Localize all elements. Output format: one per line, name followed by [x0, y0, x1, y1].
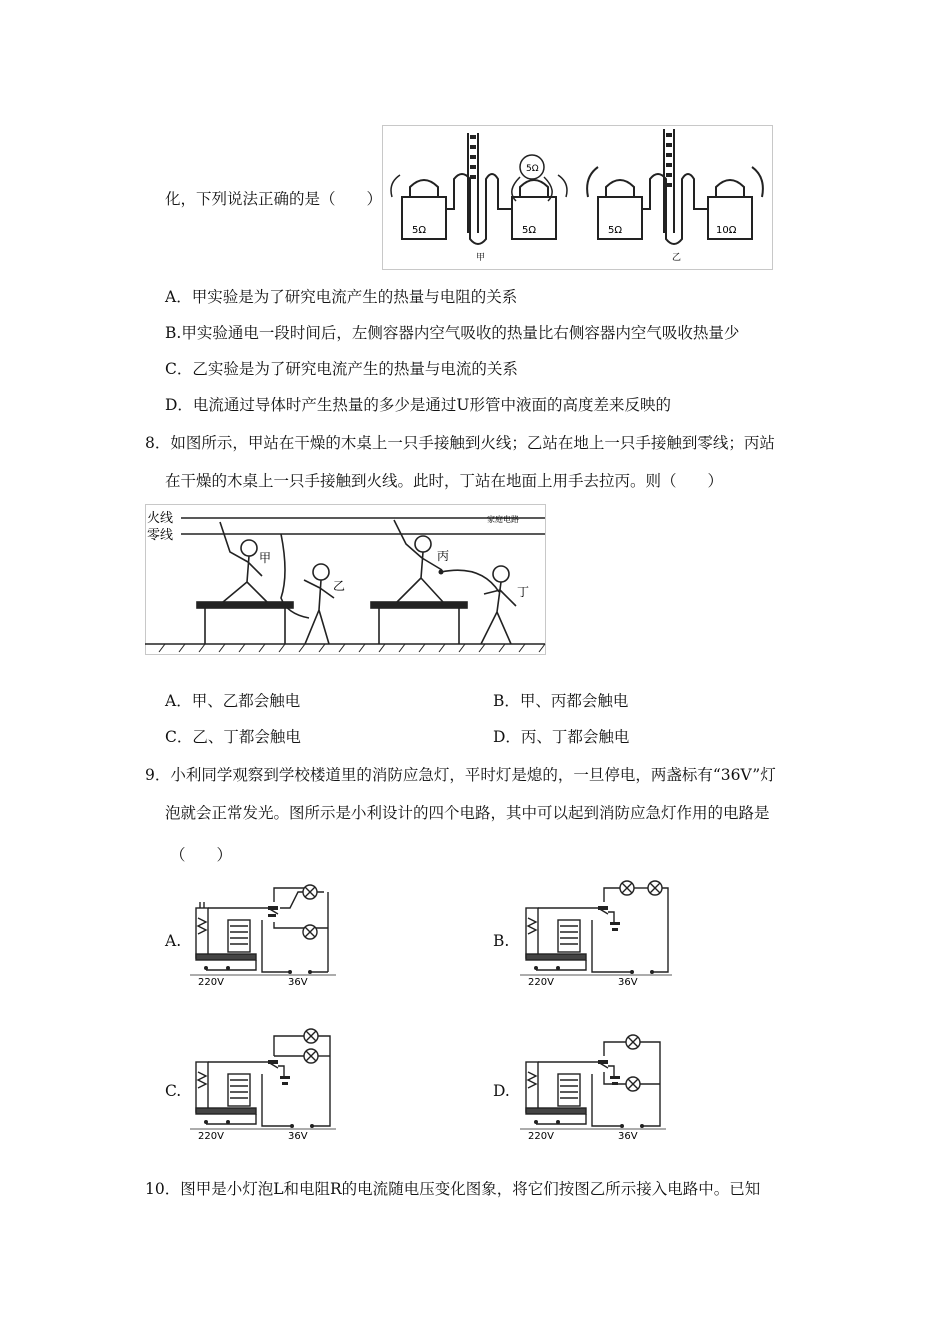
q9-circuit-a [190, 878, 336, 986]
q9-circuit-d [520, 1024, 666, 1140]
q8-live-wire-label: 火线 [147, 511, 174, 526]
q7-option-b: B.甲实验通电一段时间后，左侧容器内空气吸收的热量比右侧容器内空气吸收热量少 [165, 324, 740, 342]
q8-option-c: C．乙、丁都会触电 [165, 728, 301, 746]
q9-circuit-c-220v: 220V [198, 1131, 224, 1140]
q7-figure [382, 125, 774, 271]
q7-right-box-label: 5Ω [522, 225, 537, 236]
q9-circuit-b [520, 878, 672, 986]
q8-person-ding-label: 丁 [517, 585, 530, 599]
q10-stem-line1: 10．图甲是小灯泡L和电阻R的电流随电压变化图象，将它们按图乙所示接入电路中。已知 [145, 1180, 761, 1198]
q9-circuit-c-label: C. [165, 1082, 182, 1100]
q9-circuit-a-label: A. [165, 932, 182, 950]
q9-circuit-b-220v: 220V [528, 977, 554, 986]
q7-label-jia: 甲 [476, 253, 486, 263]
q8-stem-line1: 8．如图所示，甲站在干燥的木桌上一只手接触到火线；乙站在地上一只手接触到零线；丙站 [145, 434, 775, 452]
q9-stem-line3: （ ） [170, 846, 233, 864]
q8-option-d: D．丙、丁都会触电 [493, 728, 630, 746]
q8-neutral-wire-label: 零线 [147, 528, 174, 543]
q9-circuit-d-36v: 36V [618, 1131, 638, 1140]
q9-circuit-a-220v: 220V [198, 977, 224, 986]
q8-person-bing-label: 丙 [437, 549, 450, 563]
q9-circuit-b-label: B. [493, 932, 510, 950]
q9-circuit-d-220v: 220V [528, 1131, 554, 1140]
q8-option-b: B．甲、丙都会触电 [493, 692, 629, 710]
q7-left-box2-label: 5Ω [608, 225, 623, 236]
q7-option-d: D．电流通过导体时产生热量的多少是通过U形管中液面的高度差来反映的 [165, 396, 671, 414]
q7-ext-resistor-label: 5Ω [526, 164, 539, 174]
q7-left-box-label: 5Ω [412, 225, 427, 236]
q7-right-box2-label: 10Ω [716, 225, 737, 236]
q7-stem-end: 化，下列说法正确的是（ ） [165, 190, 383, 208]
q8-option-a: A．甲、乙都会触电 [165, 692, 301, 710]
q9-stem-line1: 9．小利同学观察到学校楼道里的消防应急灯，平时灯是熄的，一旦停电，两盏标有“36V”灯 [145, 766, 776, 784]
q9-stem-line2: 泡就会正常发光。图所示是小利设计的四个电路，其中可以起到消防应急灯作用的电路是 [165, 804, 770, 822]
q7-option-c: C．乙实验是为了研究电流产生的热量与电流的关系 [165, 360, 518, 378]
q7-label-yi: 乙 [672, 253, 682, 263]
q9-circuit-a-36v: 36V [288, 977, 308, 986]
q9-circuit-c [190, 1012, 336, 1140]
q8-figure [145, 504, 547, 656]
q8-circuit-label: 家庭电路 [487, 515, 519, 524]
q9-circuit-c-36v: 36V [288, 1131, 308, 1140]
q9-circuit-b-36v: 36V [618, 977, 638, 986]
q8-person-yi-label: 乙 [333, 579, 346, 593]
q7-option-a: A．甲实验是为了研究电流产生的热量与电阻的关系 [165, 288, 518, 306]
q9-circuit-d-label: D. [493, 1082, 510, 1100]
q8-person-jia-label: 甲 [259, 551, 272, 565]
q8-stem-line2: 在干燥的木桌上一只手接触到火线。此时，丁站在地面上用手去拉丙。则（ ） [165, 472, 724, 490]
